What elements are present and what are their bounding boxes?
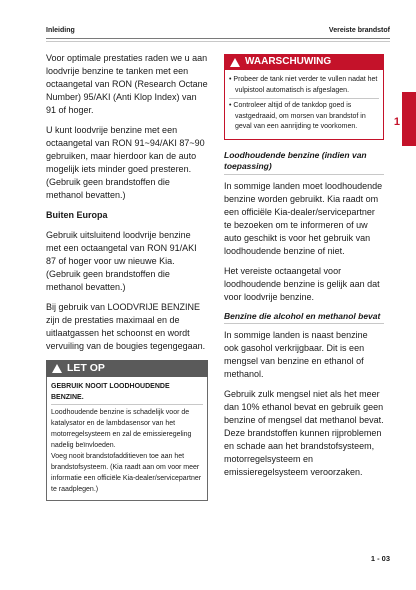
warning-body bbox=[224, 70, 384, 140]
header-section-title: Inleiding bbox=[46, 27, 75, 34]
warning-title: WAARSCHUWING bbox=[245, 56, 332, 67]
caution-body bbox=[46, 377, 208, 501]
warning-box bbox=[224, 54, 384, 140]
leaded-octane-paragraph: Het vereiste octaangetal voor loodhoudende benzine is gelijk aan dat voor loodvrije benzine. bbox=[224, 265, 380, 302]
caution-header bbox=[46, 360, 208, 377]
octane-paragraph: U kunt loodvrije benzine met een octaangetal van RON 91~94/AKI 87~90 gebruiken, maar hierdoor kan de auto mogelijk iets minder goed presteren. (Gebruik geen brandstoffen die methanol bevatten.) bbox=[46, 125, 205, 200]
chapter-number: 1 bbox=[393, 116, 400, 128]
outside-europe-paragraph: Gebruik uitsluitend loodvrije benzine met een octaangetal van RON 91/AKI 87 of hoger voor uw nieuwe Kia. (Gebruik geen brandstoffen die methanol bevatten.) bbox=[46, 230, 197, 292]
warning-header bbox=[224, 54, 384, 70]
leaded-fuel-heading: Loodhoudende benzine (indien van toepassing) bbox=[224, 150, 384, 175]
warning-triangle-icon bbox=[52, 364, 62, 373]
right-column bbox=[224, 52, 384, 486]
unleaded-benefits-paragraph: Bij gebruik van LOODVRIJE BENZINE zijn de prestaties maximaal en de uitlaatgassen het schoonst en wordt vervuiling van de bougies tegengegaan. bbox=[46, 302, 206, 351]
warning-bullet: • Controleer altijd of de tankdop goed is vastgedraaid, om morsen van brandstof in geval van een aanrijding te voorkomen. bbox=[229, 98, 379, 133]
caution-lead: GEBRUIK NOOIT LOODHOUDENDE BENZINE. bbox=[51, 381, 203, 405]
page-number: 1 - 03 bbox=[370, 554, 390, 563]
header-divider-secondary bbox=[46, 41, 390, 42]
left-column bbox=[46, 52, 208, 501]
warning-triangle-icon bbox=[230, 58, 240, 67]
caution-box bbox=[46, 360, 208, 501]
leaded-fuel-paragraph: In sommige landen moet loodhoudende benzine worden gebruikt. Kia raadt om een officiële Kia-dealer/servicepartner te bezoeken om te informeren of uw auto geschikt is voor het gebruik van loodhoudende benzine of niet. bbox=[224, 180, 383, 256]
caution-title: LET OP bbox=[67, 362, 105, 374]
header-topic-title: Vereiste brandstof bbox=[328, 27, 390, 34]
alcohol-fuel-heading: Benzine die alcohol en methanol bevat bbox=[224, 311, 384, 325]
header-divider bbox=[46, 38, 390, 39]
caution-text: Loodhoudende benzine is schadelijk voor de katalysator en de lambdasensor van het motorregelsysteem en zal de emissieregeling nadelig beïnvloeden. bbox=[51, 409, 192, 449]
intro-paragraph: Voor optimale prestaties raden we u aan loodvrije benzine te tanken met een octaangetal van RON (Research Octane Number) 95/AKI (Anti Klop Index) van 91 of hoger. bbox=[46, 53, 208, 115]
chapter-tab bbox=[402, 92, 416, 146]
caution-text-additives: Voeg nooit brandstofadditieven toe aan het brandstofsysteem. (Kia raadt aan om voor meer informatie een officiële Kia-dealer/servicepartner te raadplegen.) bbox=[51, 453, 202, 493]
gasohol-paragraph: In sommige landen is naast benzine ook gasohol verkrijgbaar. Dit is een mengsel van benzine en ethanol of methanol. bbox=[224, 330, 368, 379]
warning-bullet: • Probeer de tank niet verder te vullen nadat het vulpistool automatisch is afgeslagen. bbox=[229, 76, 378, 94]
outside-europe-subtitle: Buiten Europa bbox=[46, 210, 108, 220]
ethanol-limit-paragraph: Gebruik zulk mengsel niet als het meer dan 10% ethanol bevat en gebruik geen benzine of mengsel dat methanol bevat. Deze brandstoffen kunnen rijproblemen en schade aan het brandstofsysteem, motorregelsysteem en emissieregelsysteem veroorzaken. bbox=[224, 389, 384, 477]
